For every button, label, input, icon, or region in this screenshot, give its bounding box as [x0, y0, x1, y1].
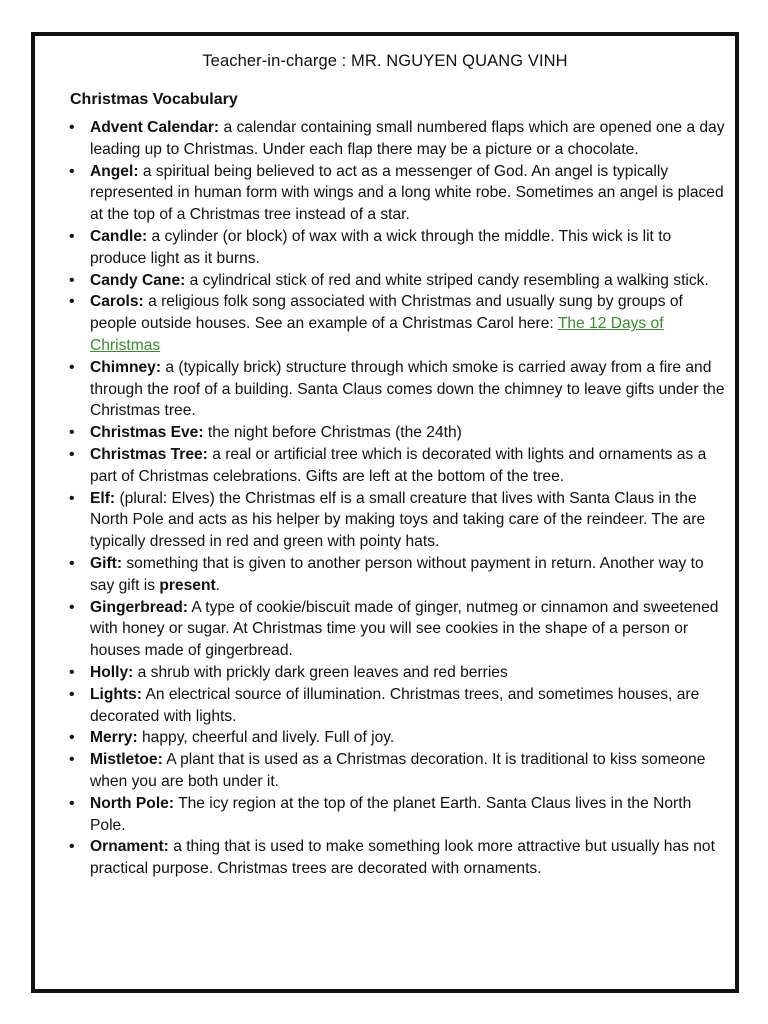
vocab-definition: a shrub with prickly dark green leaves and red berries [133, 663, 508, 681]
vocab-definition: a cylinder (or block) of wax with a wick through the middle. This wick is lit to produce light as it burns. [90, 227, 672, 267]
vocab-item-advent-calendar [68, 117, 728, 161]
vocab-item-lights [68, 684, 728, 728]
synonym-present: present [159, 576, 216, 594]
vocab-term: Mistletoe: [90, 751, 163, 769]
vocab-item-chimney [68, 357, 728, 422]
vocab-term: Candle: [90, 227, 148, 245]
vocab-term: Christmas Eve: [90, 424, 204, 442]
twelve-days-of-christmas-link[interactable]: The 12 Days of Christmas [90, 315, 664, 354]
vocab-definition: a thing that is used to make something look more attractive but usually has not practical purpose. Christmas trees are decorated with ornaments. [90, 838, 715, 878]
vocab-definition: the night before Christmas (the 24th) [203, 424, 462, 442]
vocab-term: Christmas Tree: [90, 445, 208, 463]
vocab-term: Elf: [90, 489, 116, 507]
vocab-item-gift [68, 553, 728, 597]
vocab-term: Carols: [90, 293, 144, 311]
vocab-definition: (plural: Elves) the Christmas elf is a small creature that lives with Santa Claus in the North Pole and acts as his helper by making toys and taking care of the reindeer. The are typically dressed in red and green with pointy hats. [90, 489, 706, 551]
vocab-definition: A type of cookie/biscuit made of ginger, nutmeg or cinnamon and sweetened with honey or sugar. At Christmas time you will see cookies in the shape of a person or houses made of gingerbread. [90, 598, 719, 660]
vocab-term: Ornament: [90, 838, 169, 856]
vocab-item-ornament [68, 836, 728, 880]
vocab-definition: An electrical source of illumination. Christmas trees, and sometimes houses, are decorated with lights. [90, 685, 700, 725]
vocab-term: Chimney: [90, 358, 162, 376]
vocab-item-angel [68, 161, 728, 226]
vocab-item-christmas-eve [68, 422, 728, 444]
vocab-term: Holly: [90, 663, 134, 681]
vocab-definition: The icy region at the top of the planet Earth. Santa Claus lives in the North Pole. [90, 794, 692, 834]
teacher-header: Teacher-in-charge : MR. NGUYEN QUANG VINH [202, 52, 568, 70]
vocab-item-holly [68, 662, 728, 684]
vocabulary-list [68, 117, 728, 880]
page-title: Christmas Vocabulary [70, 91, 238, 108]
vocab-item-christmas-tree [68, 444, 728, 488]
vocab-definition: a real or artificial tree which is decorated with lights and ornaments as a part of Christmas celebrations. Gifts are left at the bottom of the tree. [90, 445, 707, 485]
vocab-term: Gingerbread: [90, 598, 188, 616]
definition-tail: . [215, 576, 221, 594]
vocab-definition: a religious folk song associated with Christmas and usually sung by groups of people outside houses. See an example of a Christmas Carol here: [90, 293, 683, 333]
vocab-definition: a spiritual being believed to act as a messenger of God. An angel is typically represented in human form with wings and a long white robe. Sometimes an angel is placed at the top of a Christmas tree instead of a star. [90, 162, 724, 224]
vocab-term: Advent Calendar: [90, 119, 220, 136]
vocab-term: North Pole: [90, 794, 175, 812]
vocab-term: Lights: [90, 685, 142, 703]
vocab-definition: happy, cheerful and lively. Full of joy. [137, 729, 395, 747]
vocab-term: Angel: [90, 162, 139, 180]
vocab-term: Candy Cane: [90, 271, 186, 289]
vocab-definition: A plant that is used as a Christmas decoration. It is traditional to kiss someone when you are both under it. [90, 751, 706, 790]
vocab-term: Merry: [90, 729, 138, 747]
vocab-definition: something that is given to another person without payment in return. Another way to say gift is [90, 554, 704, 594]
vocab-item-elf [68, 488, 728, 553]
vocab-item-candle [68, 226, 728, 270]
page-border [31, 32, 739, 993]
vocab-item-gingerbread [68, 597, 728, 662]
vocab-term: Gift: [90, 554, 123, 572]
vocab-item-carols [68, 291, 728, 356]
vocab-definition: a cylindrical stick of red and white striped candy resembling a walking stick. [185, 271, 709, 289]
vocab-item-north-pole [68, 793, 728, 837]
vocab-item-candy-cane [68, 270, 728, 292]
vocab-definition: a calendar containing small numbered flaps which are opened one a day leading up to Christmas. Under each flap there may be a picture or a chocolate. [90, 119, 725, 158]
vocab-definition: a (typically brick) structure through which smoke is carried away from a fire and through the roof of a building. Santa Claus comes down the chimney to leave gifts under the Christmas tree. [90, 358, 725, 420]
vocab-item-merry [68, 727, 728, 749]
vocab-item-mistletoe [68, 749, 728, 793]
